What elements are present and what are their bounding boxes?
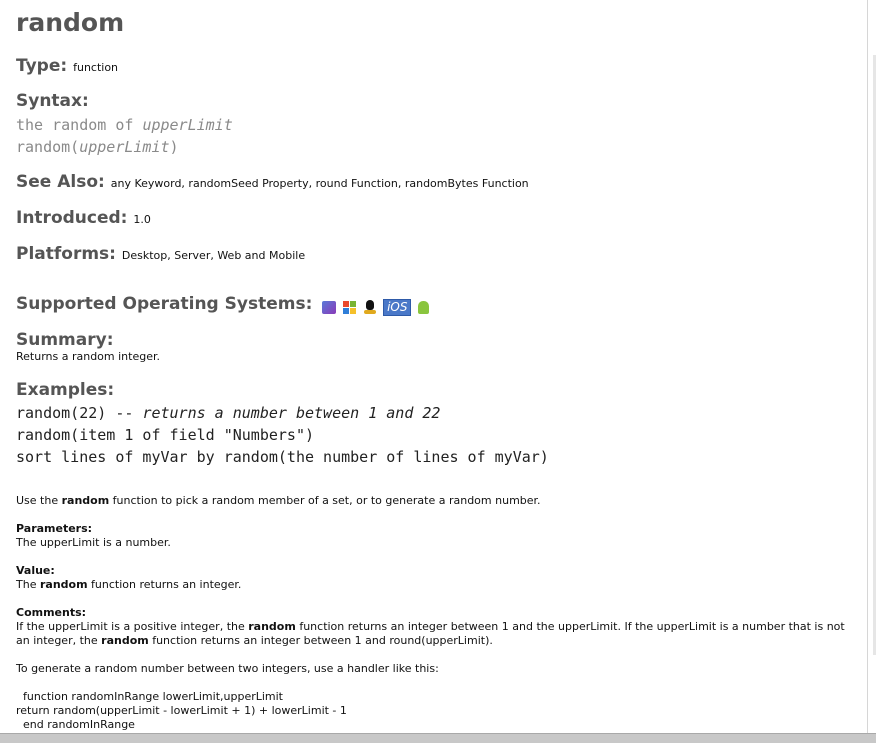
- linux-icon: [364, 300, 376, 314]
- os-icon-strip: [322, 297, 429, 317]
- android-icon: [418, 301, 429, 314]
- value-bold: random: [39, 578, 88, 591]
- examples-label: Examples:: [16, 380, 115, 400]
- description-pre: Use the: [16, 494, 62, 507]
- type-label: Type:: [16, 56, 68, 76]
- example-line-3: sort lines of myVar by random(the number of lines of myVar): [16, 448, 549, 466]
- parameters-label: Parameters:: [16, 522, 93, 535]
- code-line-1: function randomInRange lowerLimit,upperLimit: [16, 690, 283, 703]
- see-also-links[interactable]: any Keyword, randomSeed Property, round Function, randomBytes Function: [110, 177, 529, 190]
- value-label: Value:: [16, 564, 55, 577]
- type-value: function: [73, 61, 119, 74]
- comments-text-a: If the upperLimit is a positive integer, the: [16, 620, 249, 633]
- comments-text-e: function returns an integer between 1 and round(upperLimit).: [148, 634, 493, 647]
- description-text: [16, 494, 541, 508]
- example-line-2: random(item 1 of field "Numbers"): [16, 426, 315, 444]
- comments-bold-2: random: [101, 634, 149, 647]
- syntax-close-paren: ): [169, 138, 179, 156]
- entry-title: random: [16, 8, 125, 37]
- comments-block: [16, 606, 846, 648]
- syntax-param: upperLimit: [142, 116, 233, 134]
- value-pre: The: [16, 578, 40, 591]
- code-line-2: return random(upperLimit - lowerLimit + 1) + lowerLimit - 1: [16, 704, 347, 717]
- example-code: random(22) --: [16, 404, 143, 422]
- comments-bold-1: random: [248, 620, 296, 633]
- syntax-param: upperLimit: [79, 138, 170, 156]
- introduced-label: Introduced:: [16, 208, 128, 228]
- see-also-row: [16, 172, 529, 192]
- ios-icon: iOS: [383, 299, 411, 316]
- syntax-func-text: random(: [16, 138, 80, 156]
- description-bold: random: [61, 494, 110, 507]
- platforms-label: Platforms:: [16, 244, 116, 264]
- code-line-3: end randomInRange: [16, 718, 135, 731]
- summary-text: Returns a random integer.: [16, 350, 160, 363]
- example-comment: returns a number between 1 and 22: [142, 404, 441, 422]
- comments-label: Comments:: [16, 606, 87, 619]
- mac-icon: [322, 301, 336, 314]
- comments-paragraph-2: To generate a random number between two integers, use a handler like this:: [16, 662, 439, 675]
- supported-os-label: Supported Operating Systems:: [16, 294, 313, 314]
- syntax-line-2: [16, 138, 179, 156]
- example-line-1: [16, 404, 440, 422]
- windows-icon: [343, 301, 357, 314]
- value-post: function returns an integer.: [87, 578, 242, 591]
- see-also-label: See Also:: [16, 172, 105, 192]
- syntax-line-1: [16, 116, 233, 134]
- type-row: [16, 56, 118, 76]
- platforms-value: Desktop, Server, Web and Mobile: [121, 249, 306, 262]
- vertical-scrollbar[interactable]: [867, 0, 876, 733]
- platforms-row: [16, 244, 305, 264]
- value-block: [16, 564, 241, 592]
- comments-text-c: function returns an integer between 1 and the upperLimit. If the upperLimit is a number that is not an integer, the: [16, 620, 845, 647]
- window-bottom-edge: [0, 733, 876, 743]
- parameters-text: The upperLimit is a number.: [16, 536, 171, 549]
- introduced-row: [16, 208, 151, 228]
- syntax-label: Syntax:: [16, 91, 89, 111]
- introduced-value: 1.0: [133, 213, 151, 226]
- parameters-block: [16, 522, 171, 550]
- supported-os-row: [16, 294, 429, 317]
- summary-label: Summary:: [16, 330, 114, 350]
- syntax-keyword-text: the random of: [16, 116, 143, 134]
- description-post: function to pick a random member of a set, or to generate a random number.: [109, 494, 541, 507]
